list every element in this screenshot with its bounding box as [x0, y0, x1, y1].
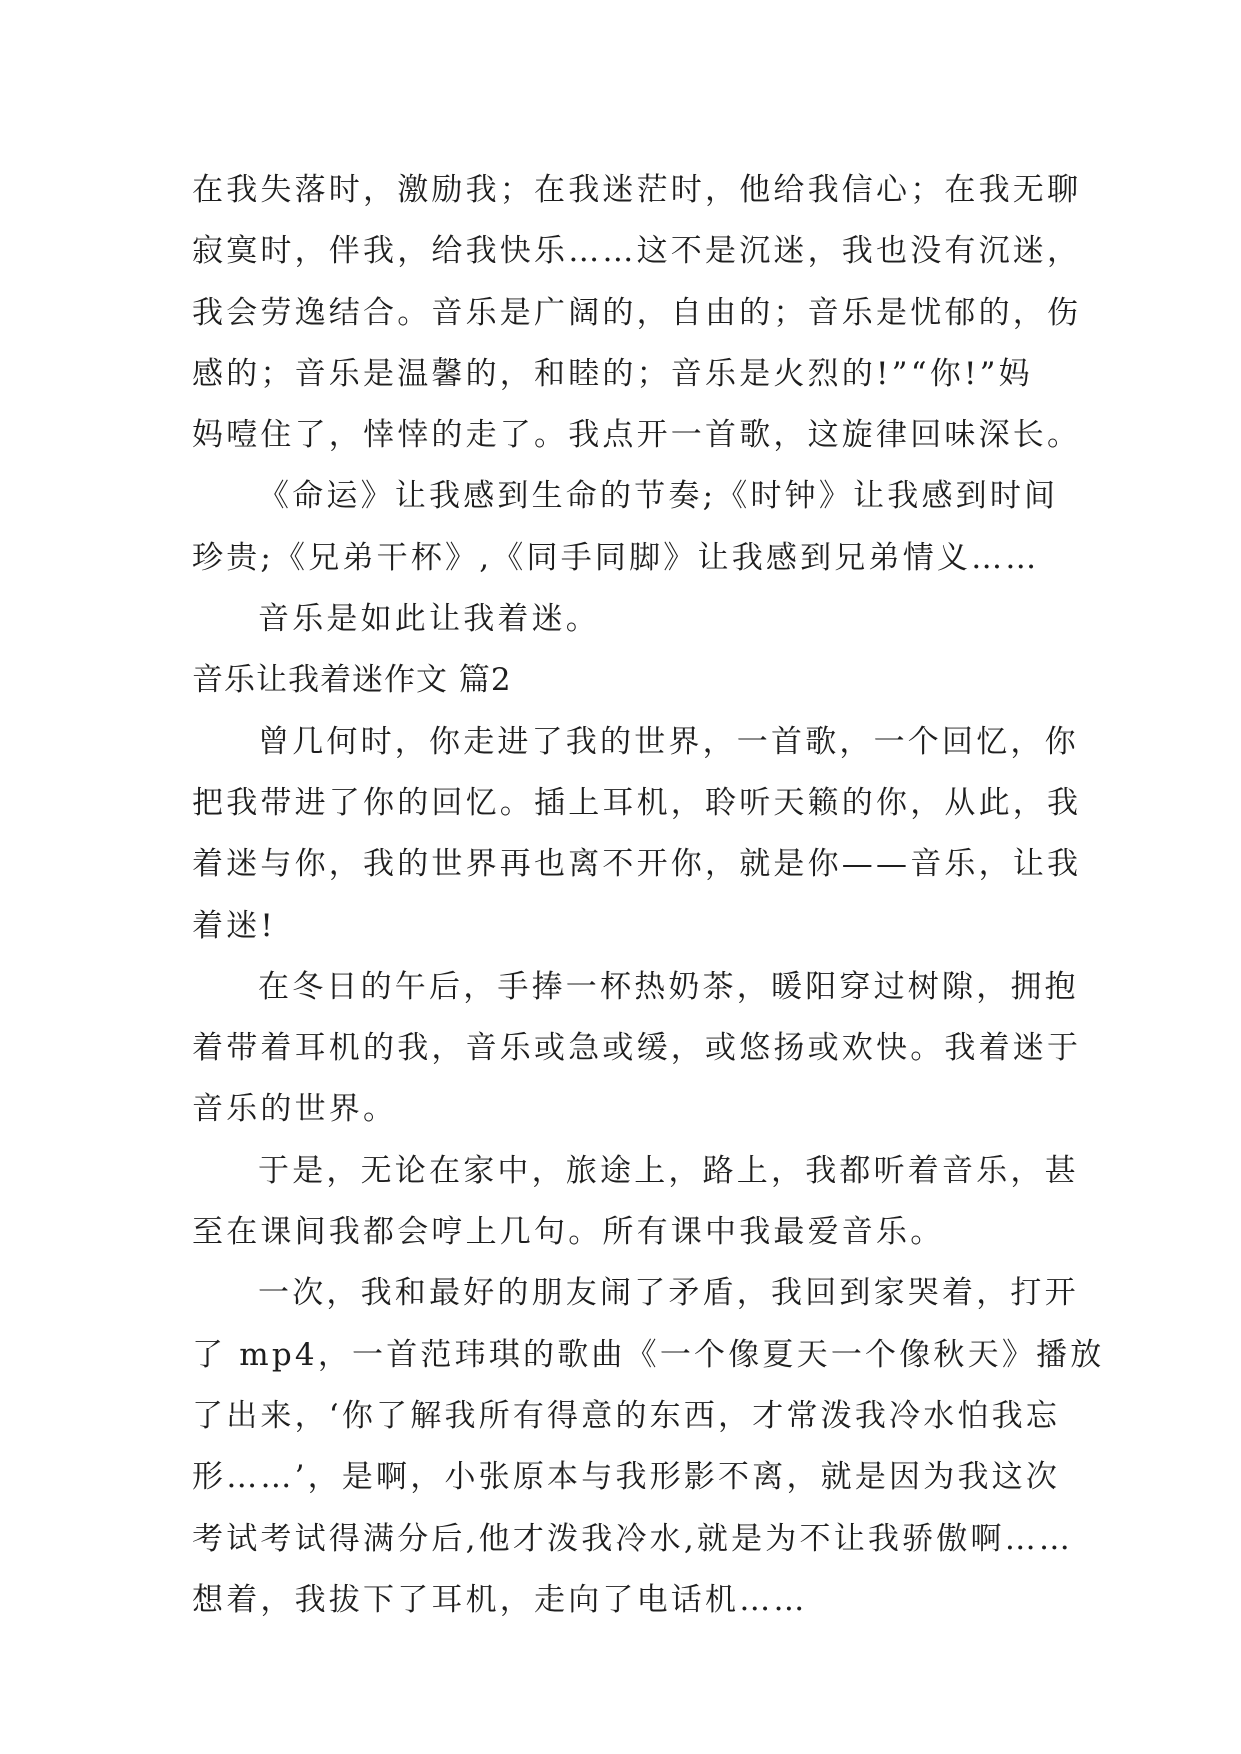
text-line: 珍贵;《兄弟干杯》,《同手同脚》让我感到兄弟情义…… — [192, 539, 1040, 576]
text-line: 曾几何时，你走进了我的世界，一首歌，一个回忆，你 — [258, 723, 1079, 760]
text-line: 了 mp4，一首范玮琪的歌曲《一个像夏天一个像秋天》播放 — [192, 1336, 1105, 1373]
text-line: 音乐的世界。 — [192, 1091, 398, 1128]
text-line: 想着，我拔下了耳机，走向了电话机…… — [192, 1581, 808, 1618]
section-heading: 音乐让我着迷作文 篇2 — [192, 662, 512, 699]
text-line: 寂寞时，伴我，给我快乐……这不是沉迷，我也没有沉迷， — [192, 233, 1082, 270]
text-line: 音乐是如此让我着迷。 — [258, 601, 600, 638]
text-line: 把我带进了你的回忆。插上耳机，聆听天籁的你，从此，我 — [192, 784, 1082, 821]
text-line: 着带着耳机的我，音乐或急或缓，或悠扬或欢快。我着迷于 — [192, 1030, 1082, 1067]
text-line: 在我失落时，激励我；在我迷茫时，他给我信心；在我无聊 — [192, 172, 1082, 208]
text-line: 《命运》让我感到生命的节奏;《时钟》让我感到时间 — [258, 478, 1059, 515]
text-line: 至在课间我都会哼上几句。所有课中我最爱音乐。 — [192, 1214, 945, 1251]
document-body — [192, 160, 1105, 1631]
text-line: 了出来，‘你了解我所有得意的东西，才常泼我冷水怕我忘 — [192, 1397, 1061, 1434]
text-line: 我会劳逸结合。音乐是广阔的，自由的；音乐是忧郁的，伤 — [192, 294, 1082, 331]
text-line: 于是，无论在家中，旅途上，路上，我都听着音乐，甚 — [258, 1152, 1079, 1189]
text-line: 着迷与你，我的世界再也离不开你，就是你——音乐，让我 — [192, 846, 1082, 883]
text-line: 妈噎住了，悻悻的走了。我点开一首歌，这旋律回味深长。 — [192, 417, 1082, 454]
text-line: 在冬日的午后，手捧一杯热奶茶，暖阳穿过树隙，拥抱 — [258, 968, 1079, 1005]
text-line: 着迷! — [192, 907, 277, 944]
text-line: 考试考试得满分后,他才泼我冷水,就是为不让我骄傲啊…… — [192, 1520, 1074, 1557]
text-line: 一次，我和最好的朋友闹了矛盾，我回到家哭着，打开 — [258, 1275, 1079, 1312]
text-line: 形……’，是啊，小张原本与我形影不离，就是因为我这次 — [192, 1459, 1061, 1496]
text-line: 感的；音乐是温馨的，和睦的；音乐是火烈的!”“你!”妈 — [192, 355, 1033, 392]
